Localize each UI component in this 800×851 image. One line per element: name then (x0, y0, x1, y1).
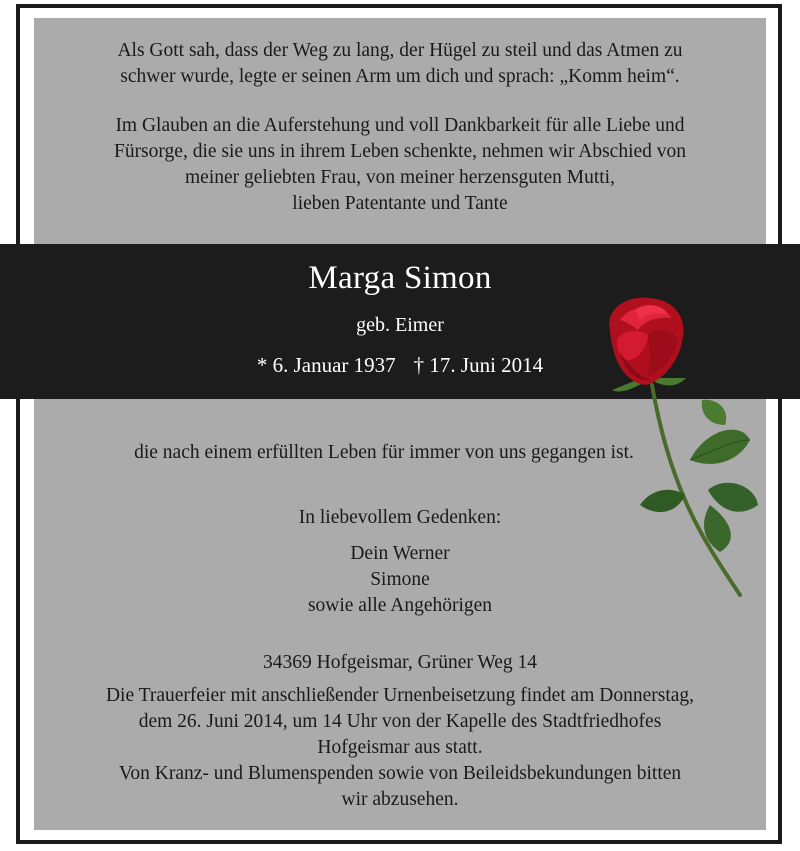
intro-quote-line: Als Gott sah, dass der Weg zu lang, der Hügel zu steil und das Atmen zu (117, 40, 683, 61)
red-rose-icon (590, 290, 765, 600)
intro-quote-line: schwer wurde, legte er seinen Arm um dich und sprach: „Komm heim“. (120, 66, 680, 87)
intro-quote (34, 38, 766, 90)
funeral-info-line: Von Kranz- und Blumenspenden sowie von Beileidsbekundungen bitten (118, 763, 682, 784)
funeral-info-line: dem 26. Juni 2014, um 14 Uhr von der Kapelle des Stadtfriedhofes (138, 711, 662, 732)
intro-text-line: Fürsorge, die sie uns in ihrem Leben schenkte, nehmen wir Abschied von (113, 141, 687, 162)
passing-line-text: die nach einem erfüllten Leben für immer von uns gegangen ist. (134, 442, 634, 463)
intro-text (34, 113, 766, 217)
mourner-name: Dein Werner (350, 543, 450, 564)
funeral-info-line: Hofgeismar aus statt. (317, 737, 483, 758)
funeral-info-line: wir abzusehen. (341, 789, 459, 810)
address (0, 650, 800, 676)
intro-text-line: lieben Patentante und Tante (292, 193, 508, 214)
address-text: 34369 Hofgeismar, Grüner Weg 14 (262, 652, 538, 673)
birth-date: * 6. Januar 1937 (256, 353, 396, 377)
maiden-name: geb. Eimer (356, 314, 444, 336)
deceased-name: Marga Simon (308, 260, 492, 296)
mourner-name: Simone (370, 569, 430, 590)
funeral-info (0, 683, 800, 813)
mourner-name: sowie alle Angehörigen (307, 595, 493, 616)
death-date: † 17. Juni 2014 (413, 353, 544, 377)
funeral-info-line: Die Trauerfeier mit anschließender Urnenbeisetzung findet am Donnerstag, (105, 685, 695, 706)
intro-text-line: Im Glauben an die Auferstehung und voll Dankbarkeit für alle Liebe und (115, 115, 685, 136)
mourners-heading: In liebevollem Gedenken: (298, 507, 502, 528)
intro-text-line: meiner geliebten Frau, von meiner herzensguten Mutti, (185, 167, 615, 188)
